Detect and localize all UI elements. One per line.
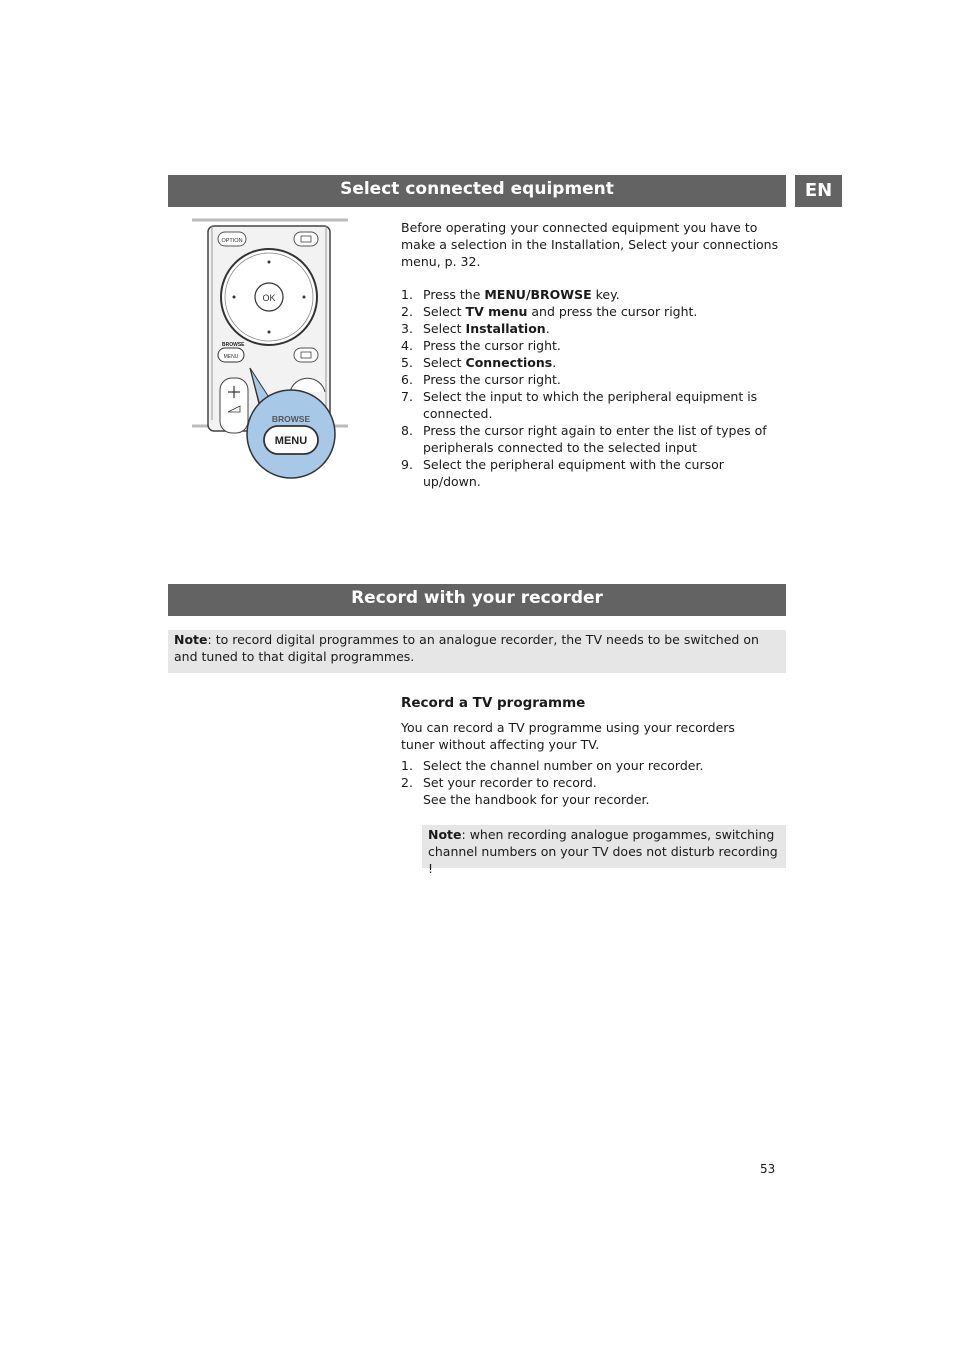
step-number: 6. xyxy=(401,372,413,387)
step-number: 2. xyxy=(401,304,413,319)
menu-button-small xyxy=(218,342,245,362)
step-text-end: . xyxy=(552,355,557,370)
step-number: 4. xyxy=(401,338,413,353)
list-item xyxy=(401,337,781,354)
step-text-end: and press the cursor right. xyxy=(527,304,698,319)
step-bold: TV menu xyxy=(465,304,528,319)
note-text: : when recording analogue progammes, switching channel numbers on your TV does not disturb recording ! xyxy=(428,827,778,876)
step-text: Press the cursor right. xyxy=(423,372,561,387)
step-text: Press the cursor right. xyxy=(423,338,561,353)
volume-rocker xyxy=(220,378,248,433)
step-number: 5. xyxy=(401,355,413,370)
info-button xyxy=(294,348,318,362)
menu-button-callout xyxy=(247,390,335,478)
list-item xyxy=(401,757,781,774)
note-label: Note xyxy=(174,632,208,647)
note-label: Note xyxy=(428,827,462,842)
step-text: Select the input to which the peripheral equipment is connected. xyxy=(423,389,758,421)
step-number: 3. xyxy=(401,321,413,336)
option-button xyxy=(218,232,246,246)
step-text: Select xyxy=(423,321,466,336)
browse-small-label: BROWSE xyxy=(222,342,245,348)
section1-intro: Before operating your connected equipment you have to make a selection in the Installation, Select your connections menu, p. 32. xyxy=(401,220,779,269)
list-item xyxy=(401,456,781,490)
note-text: : to record digital programmes to an analogue recorder, the TV needs to be switched on and tuned to that digital programmes. xyxy=(174,632,759,664)
section-title-select-equipment: Select connected equipment xyxy=(168,175,786,207)
language-tab: EN xyxy=(795,175,842,207)
step-number: 1. xyxy=(401,287,413,302)
ok-button xyxy=(255,283,283,311)
section-title-record: Record with your recorder xyxy=(168,584,786,616)
section2-steps xyxy=(401,757,781,808)
step-text: Press the cursor right again to enter the list of types of peripherals connected to the selected input xyxy=(423,423,767,455)
subheading-record-tv: Record a TV programme xyxy=(401,695,586,711)
section1-steps xyxy=(401,286,781,490)
guide-button xyxy=(294,232,318,246)
step-number: 9. xyxy=(401,457,413,472)
step-bold: MENU/BROWSE xyxy=(484,287,592,302)
step-number: 2. xyxy=(401,775,413,790)
menu-label: MENU xyxy=(274,435,308,447)
list-item xyxy=(401,422,781,456)
browse-label: BROWSE xyxy=(271,414,311,424)
step-text: Set your recorder to record. xyxy=(423,775,597,790)
page-number: 53 xyxy=(760,1162,776,1176)
step-text-extra: See the handbook for your recorder. xyxy=(423,792,650,807)
step-text: Select xyxy=(423,304,466,319)
list-item xyxy=(401,286,781,303)
step-bold: Installation xyxy=(465,321,546,336)
ok-label: OK xyxy=(262,293,276,303)
note-box-analogue xyxy=(422,825,786,876)
step-text: Select xyxy=(423,355,466,370)
step-text: Press the xyxy=(423,287,485,302)
list-item xyxy=(401,354,781,371)
list-item xyxy=(401,320,781,337)
list-item xyxy=(401,774,781,808)
step-text-end: key. xyxy=(591,287,620,302)
list-item xyxy=(401,388,781,422)
section2-intro: You can record a TV programme using your recorders tuner without affecting your TV. xyxy=(401,720,735,752)
step-text: Select the peripheral equipment with the cursor up/down. xyxy=(423,457,724,489)
remote-control-illustration xyxy=(190,210,350,490)
step-number: 8. xyxy=(401,423,413,438)
option-label: OPTION xyxy=(221,238,243,244)
step-text-end: . xyxy=(545,321,550,336)
step-bold: Connections xyxy=(465,355,553,370)
step-text: Select the channel number on your recorder. xyxy=(423,758,704,773)
step-number: 1. xyxy=(401,758,413,773)
step-number: 7. xyxy=(401,389,413,404)
list-item xyxy=(401,303,781,320)
menu-small-label: MENU xyxy=(223,354,239,360)
list-item xyxy=(401,371,781,388)
note-box-digital xyxy=(168,630,786,673)
